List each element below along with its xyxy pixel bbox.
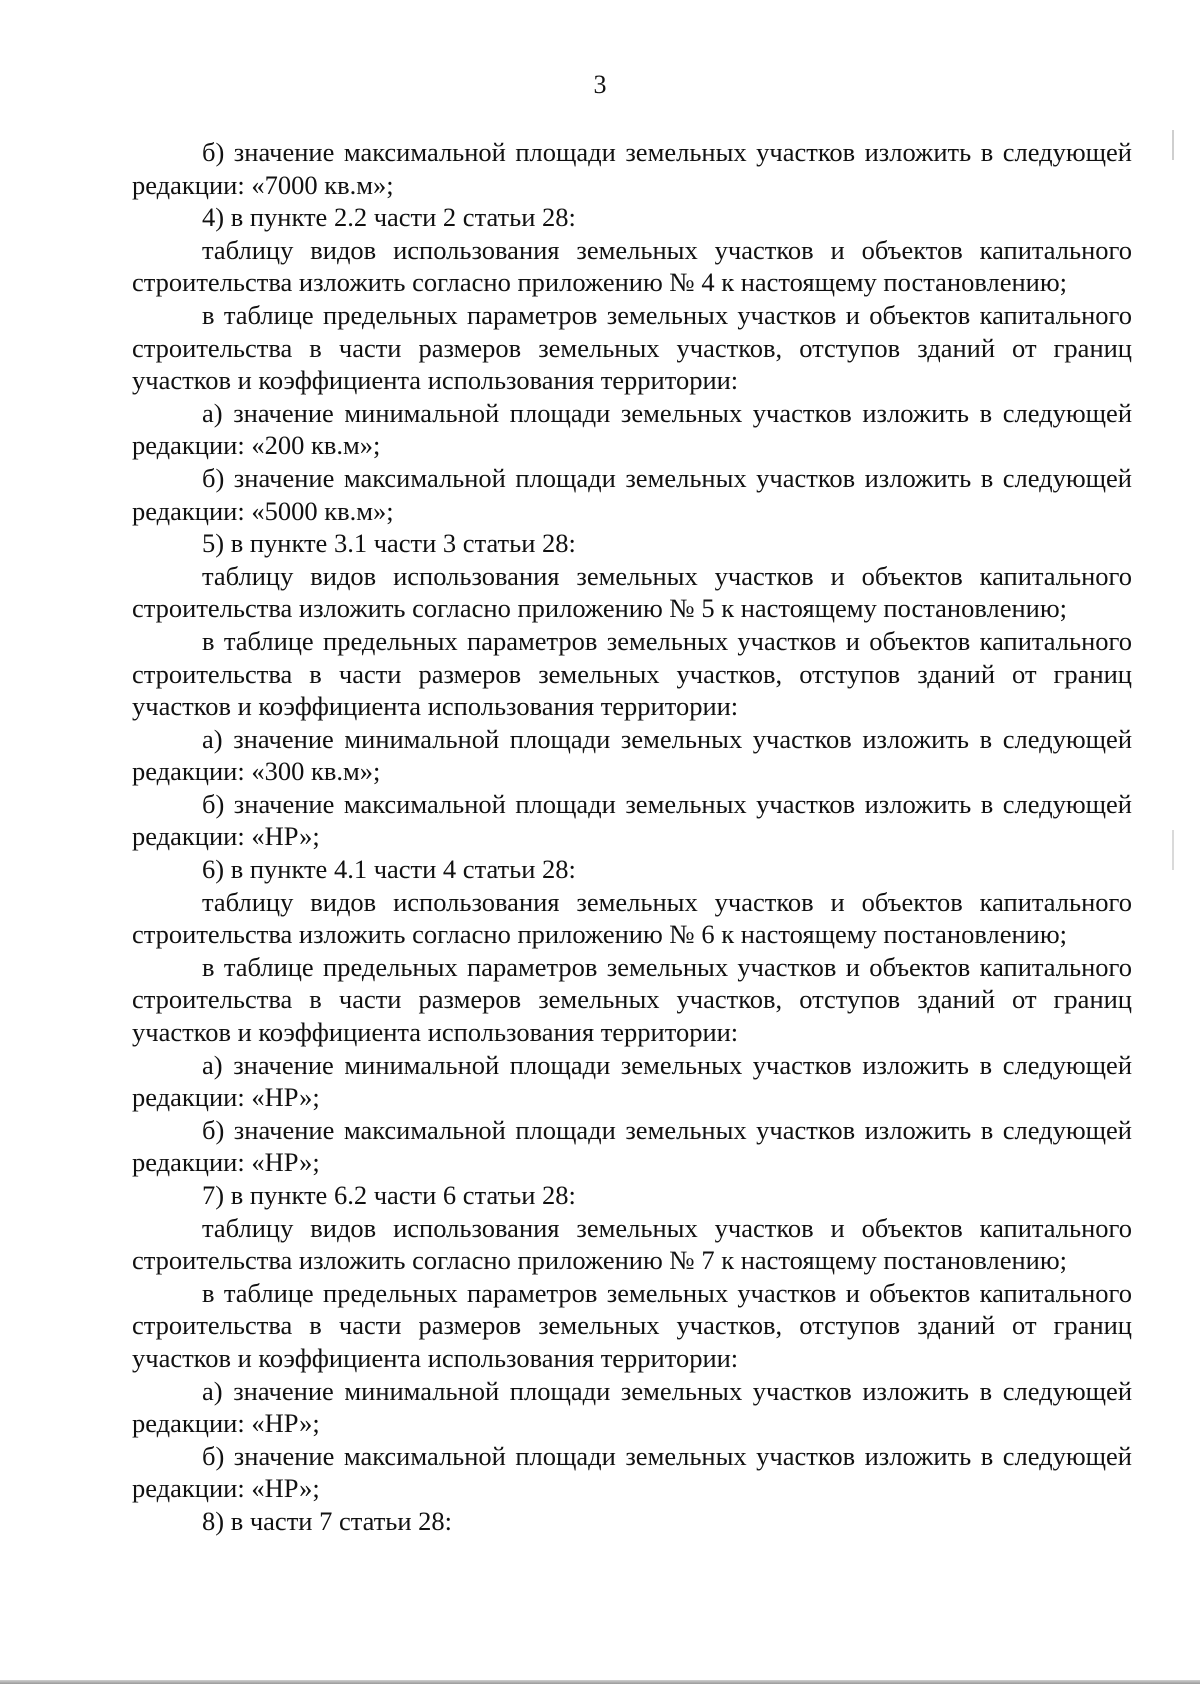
paragraph: в таблице предельных параметров земельных участков и объектов капитального строительства в части размеров земельных участков, отступов зданий от границ участков и коэффициента использования территории: <box>132 299 1132 396</box>
paragraph: а) значение минимальной площади земельных участков изложить в следующей редакции: «300 кв.м»; <box>132 723 1132 787</box>
paragraph: б) значение максимальной площади земельных участков изложить в следующей редакции: «НР»; <box>132 1114 1132 1178</box>
paragraph: б) значение максимальной площади земельных участков изложить в следующей редакции: «5000 кв.м»; <box>132 462 1132 526</box>
paragraph: таблицу видов использования земельных участков и объектов капитального строительства изложить согласно приложению № 5 к настоящему постановлению; <box>132 560 1132 624</box>
paragraph: б) значение максимальной площади земельных участков изложить в следующей редакции: «7000 кв.м»; <box>132 137 1132 200</box>
page-number: 3 <box>593 70 607 99</box>
paragraph: в таблице предельных параметров земельных участков и объектов капитального строительства в части размеров земельных участков, отступов зданий от границ участков и коэффициента использования территории: <box>132 625 1132 722</box>
paragraph: 6) в пункте 4.1 части 4 статьи 28: <box>202 854 576 885</box>
scan-margin-mark <box>1172 830 1174 870</box>
paragraph: в таблице предельных параметров земельных участков и объектов капитального строительства в части размеров земельных участков, отступов зданий от границ участков и коэффициента использования территории: <box>132 951 1132 1048</box>
paragraph: 5) в пункте 3.1 части 3 статьи 28: <box>202 528 576 559</box>
scan-margin-mark <box>1172 130 1174 160</box>
paragraph: а) значение минимальной площади земельных участков изложить в следующей редакции: «200 кв.м»; <box>132 397 1132 461</box>
paragraph: а) значение минимальной площади земельных участков изложить в следующей редакции: «НР»; <box>132 1375 1132 1439</box>
paragraph: таблицу видов использования земельных участков и объектов капитального строительства изложить согласно приложению № 4 к настоящему постановлению; <box>132 234 1132 298</box>
paragraph: в таблице предельных параметров земельных участков и объектов капитального строительства в части размеров земельных участков, отступов зданий от границ участков и коэффициента использования территории: <box>132 1277 1132 1373</box>
paragraph: 4) в пункте 2.2 части 2 статьи 28: <box>202 202 576 233</box>
paragraph: 8) в части 7 статьи 28: <box>202 1505 453 1536</box>
paragraph: б) значение максимальной площади земельных участков изложить в следующей редакции: «НР»; <box>132 788 1132 852</box>
paragraph: 7) в пункте 6.2 части 6 статьи 28: <box>202 1180 576 1210</box>
paragraph: таблицу видов использования земельных участков и объектов капитального строительства изложить согласно приложению № 7 к настоящему постановлению; <box>132 1212 1132 1276</box>
document-body <box>132 136 1132 1538</box>
paragraph: б) значение максимальной площади земельных участков изложить в следующей редакции: «НР»; <box>132 1440 1132 1504</box>
paragraph: а) значение минимальной площади земельных участков изложить в следующей редакции: «НР»; <box>132 1049 1132 1113</box>
paragraph: таблицу видов использования земельных участков и объектов капитального строительства изложить согласно приложению № 6 к настоящему постановлению; <box>132 886 1132 950</box>
scan-edge-line <box>0 1680 1200 1684</box>
